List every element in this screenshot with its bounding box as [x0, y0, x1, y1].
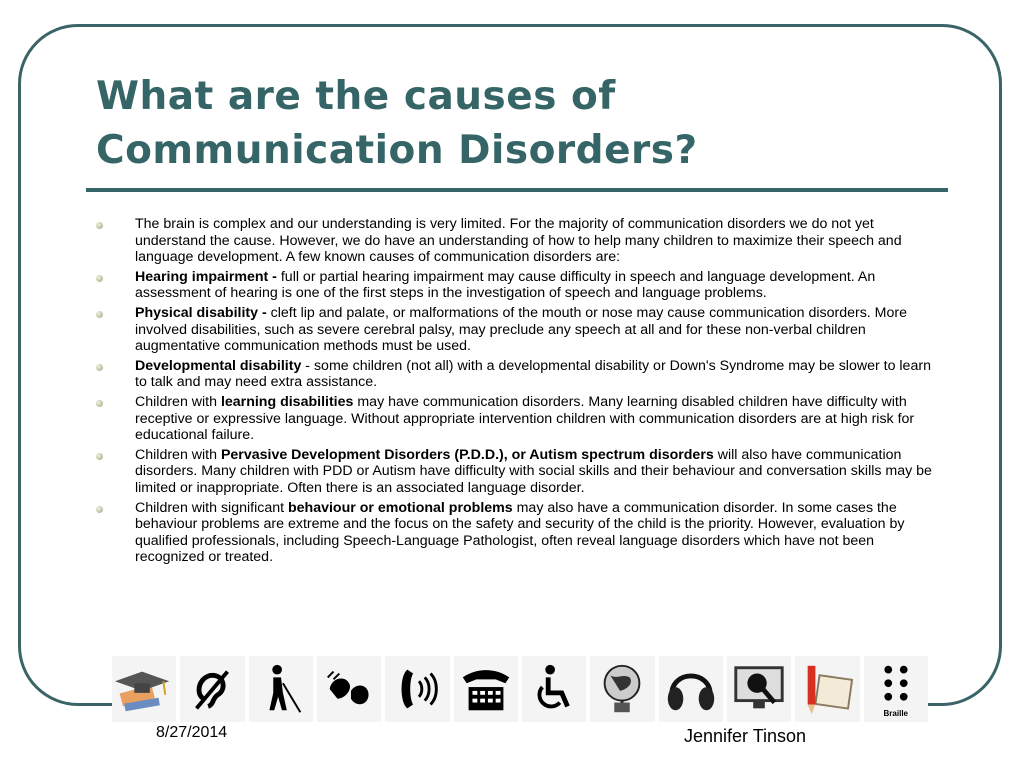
volume-phone-icon: [385, 656, 449, 722]
icon-strip: [112, 656, 928, 722]
bullet-bold-text: behaviour or emotional problems: [287, 499, 513, 516]
bullet-dot-icon: [96, 275, 103, 282]
tty-icon: [454, 656, 518, 722]
bullet-text: will also have communication disorders. Many children with PDD or Autism have difficulty with social skills and their behaviour and conversation skills may be limited or inappropriate. Often there is an associated language disorder.: [135, 446, 932, 496]
bullet-text: cleft lip and palate, or malformations of the mouth or nose may cause communication disorders. More involved disabilities, such as severe cerebral palsy, may preclude any speech at all and for these non-verbal children augmentative communication methods must be used.: [135, 304, 907, 355]
bullet-item: [92, 394, 940, 444]
braille-icon: [864, 656, 928, 722]
bullet-item: [92, 358, 940, 391]
bullet-dot-icon: [96, 506, 103, 513]
bullet-item: [92, 269, 940, 302]
bullet-dot-icon: [96, 364, 103, 371]
bullet-bold-text: Pervasive Development Disorders (P.D.D.), or Autism spectrum disorders: [220, 446, 714, 463]
bullet-dot-icon: [96, 400, 103, 407]
bullet-dot-icon: [96, 311, 103, 318]
bullet-bold-text: Developmental disability: [135, 357, 302, 374]
graduation-icon: [112, 656, 176, 722]
bullet-text: - some children (not all) with a developmental disability or Down's Syndrome may be slower to learn to talk and may need extra assistance.: [135, 357, 931, 391]
footer-date: 8/27/2014: [156, 724, 228, 741]
hearing-icon: [180, 656, 244, 722]
bullet-list: [92, 216, 940, 569]
bullet-dot-icon: [96, 222, 103, 229]
wheelchair-icon: [522, 656, 586, 722]
bullet-text: may have communication disorders. Many learning disabled children have difficulty with receptive or expressive language. Without appropriate intervention children with communication disorders are at high risk for educational failure.: [135, 393, 915, 444]
blind-walker-icon: [249, 656, 313, 722]
bullet-item: [92, 216, 940, 266]
bullet-bold-text: learning disabilities: [220, 393, 354, 410]
title-divider: [86, 188, 948, 192]
title-line-2: Communication Disorders?: [96, 128, 698, 173]
globe-icon: [590, 656, 654, 722]
bullet-item: [92, 447, 940, 497]
bullet-item: [92, 305, 940, 355]
bullet-bold-text: Physical disability -: [135, 304, 271, 321]
sign-language-icon: [317, 656, 381, 722]
headphones-icon: [659, 656, 723, 722]
bullet-text: full or partial hearing impairment may cause difficulty in speech and language development. An assessment of hearing is one of the first steps in the investigation of speech and language problems.: [135, 268, 876, 302]
bullet-text: Children with: [135, 446, 221, 463]
slide-title: [96, 70, 936, 178]
bullet-text: Children with: [135, 393, 221, 410]
bullet-text: The brain is complex and our understanding is very limited. For the majority of communication disorders we do not yet understand the cause. However, we do have an understanding of how to help many children to maximize their speech and language development. A few known causes of communication disorders are:: [135, 216, 902, 266]
braille-label: Braille: [883, 709, 908, 718]
footer-author: Jennifer Tinson: [684, 726, 807, 746]
bullet-text: may also have a communication disorder. In some cases the behaviour problems are extreme and the focus on the safety and security of the child is the priority. However, evaluation by qualified professionals, including Speech-Language Pathologist, often reveal language disorders which have not been recognized or treated.: [135, 499, 905, 566]
magnifier-monitor-icon: [727, 656, 791, 722]
bullet-dot-icon: [96, 453, 103, 460]
bullet-text: Children with significant: [135, 499, 288, 516]
title-line-1: What are the causes of: [96, 74, 616, 119]
bullet-item: [92, 500, 940, 566]
bullet-bold-text: Hearing impairment -: [135, 268, 281, 285]
pencil-book-icon: [795, 656, 859, 722]
